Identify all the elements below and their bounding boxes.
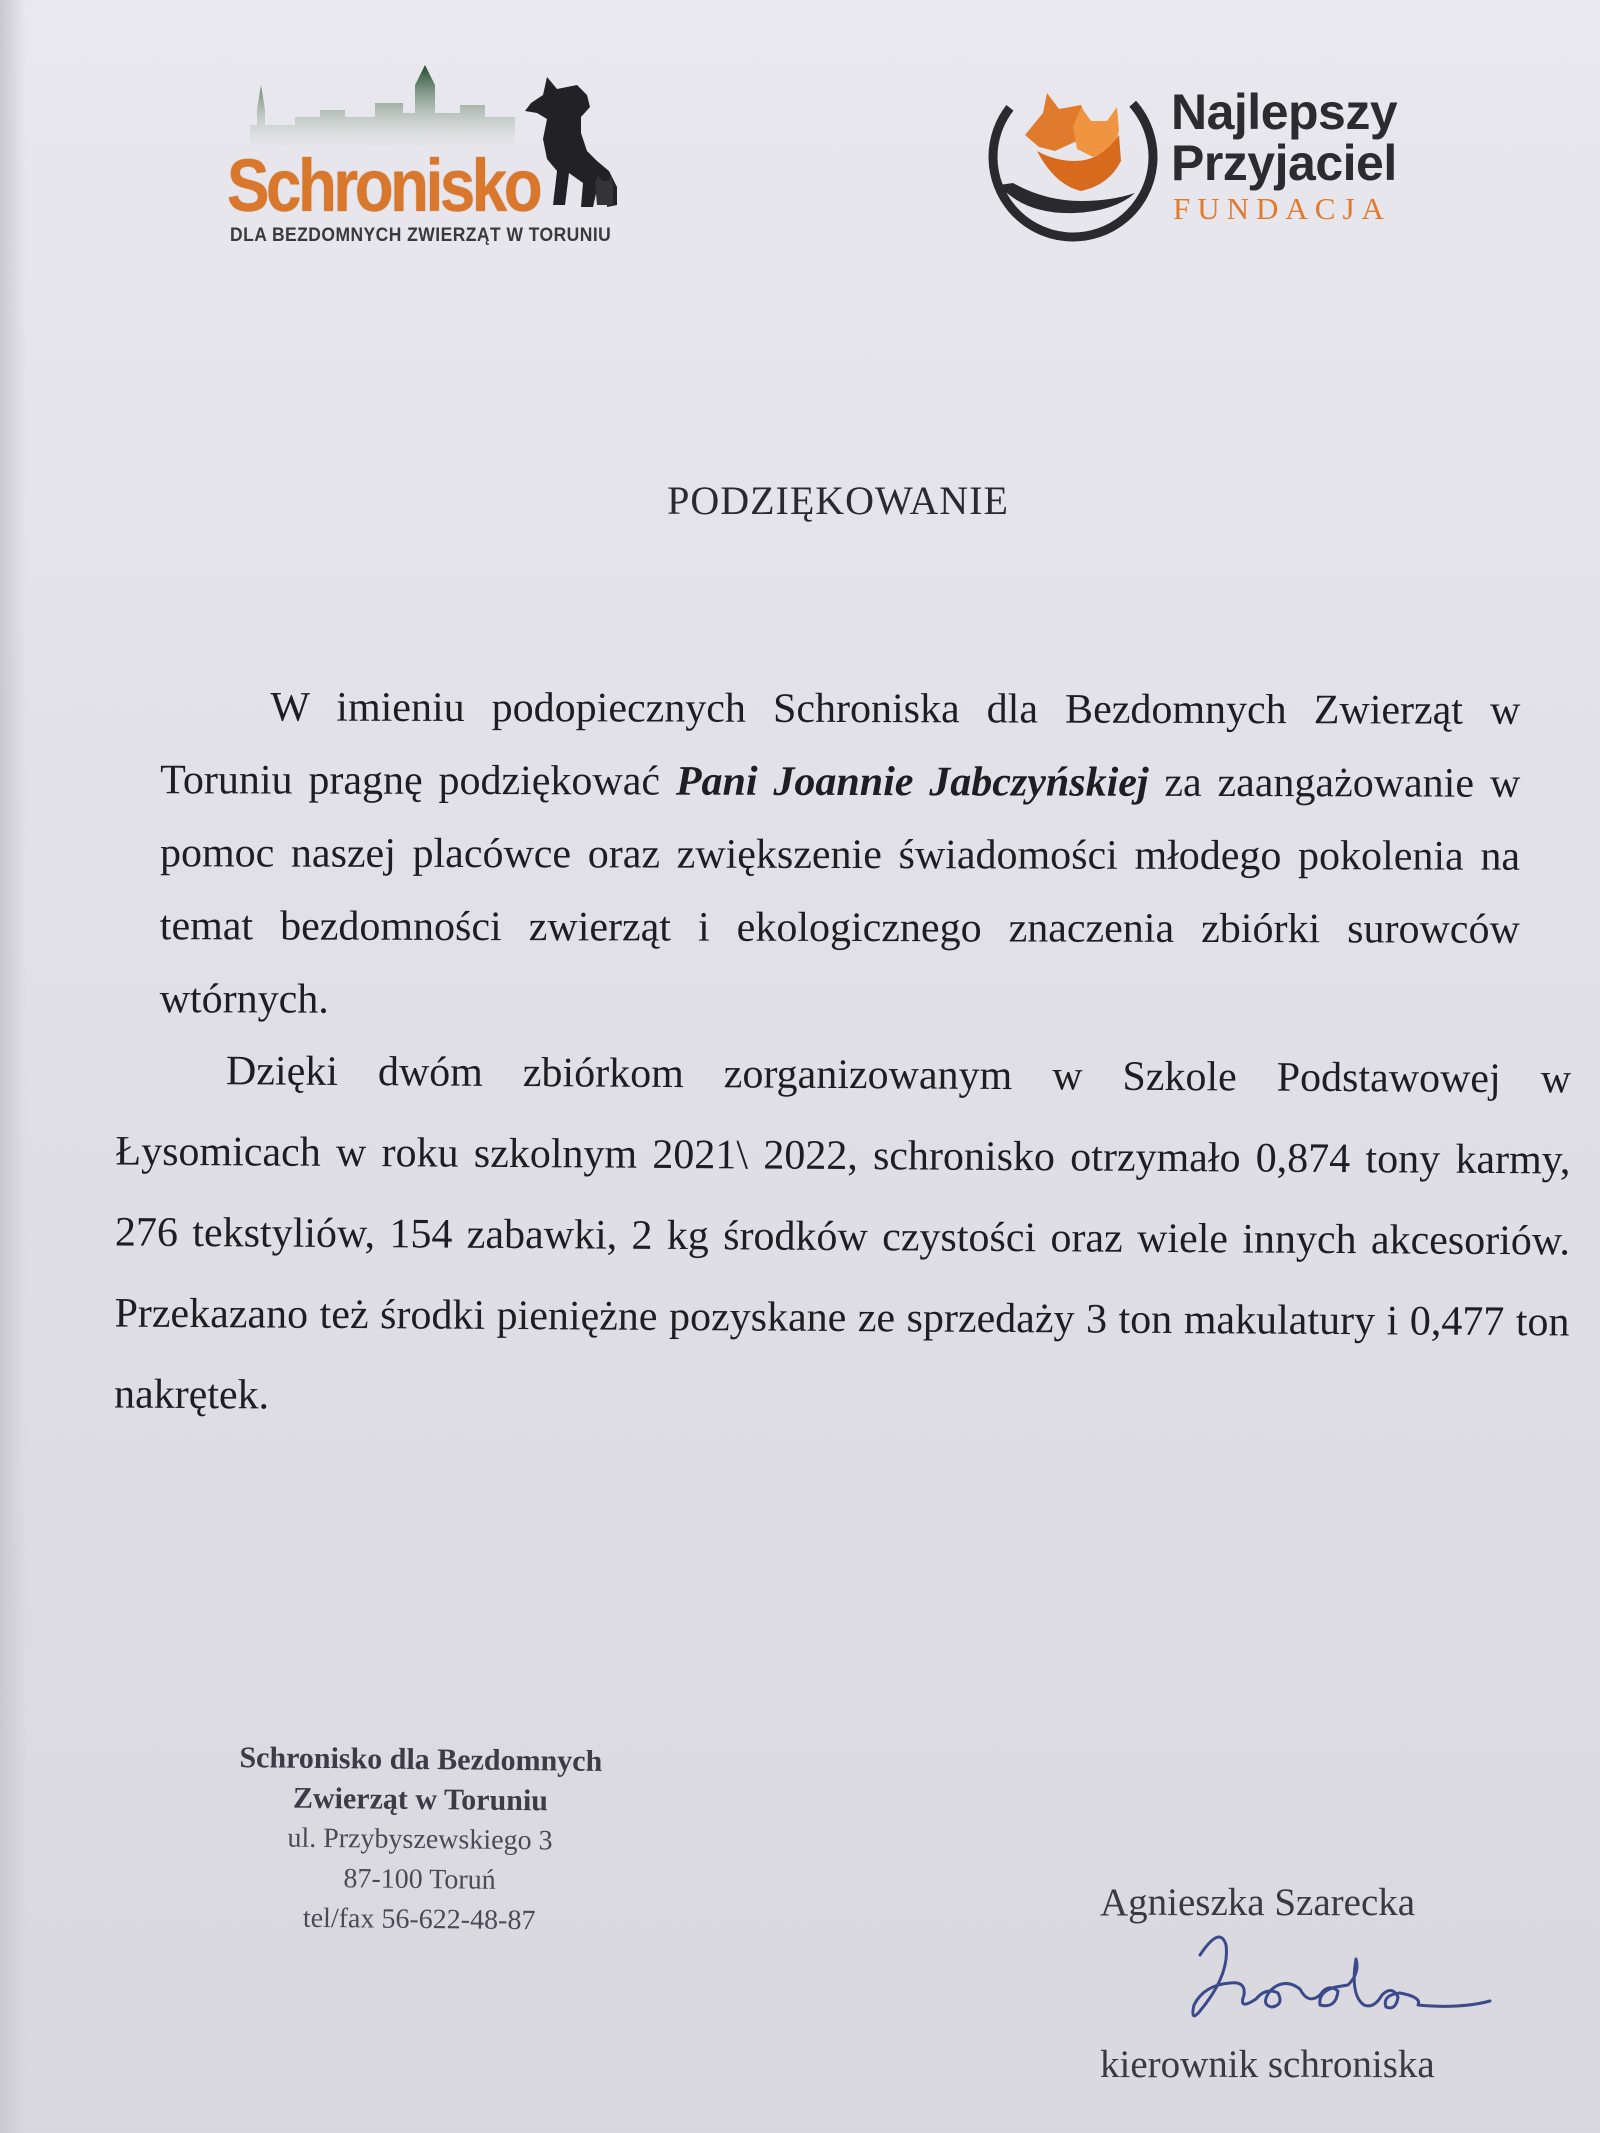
handwritten-signature-icon	[1160, 1925, 1500, 2035]
page-edge-shadow	[0, 0, 26, 2133]
paragraph-collections-text: Dzięki dwóm zbiórkom zorganizowanym w Szkole Podstawowej w Łysomicach w roku szkolnym 2021\ 2022, schronisko otrzymało 0,874 tony karmy, 276 tekstyliów, 154 zabawki, 2 kg środków czystości oraz wiele innych akcesoriów. Przekazano też środki pieniężne pozyskane ze sprzedaży 3 ton makulatury i 0,477 ton nakrętek.	[113, 1048, 1572, 1419]
signatory-role: kierownik schroniska	[1100, 2043, 1435, 2086]
shelter-logo	[225, 55, 665, 255]
recipient-name: Pani Joannie Jabczyńskiej	[675, 758, 1149, 806]
foundation-logo-line3: FUNDACJA	[1173, 191, 1391, 226]
address-stamp	[219, 1738, 621, 1942]
signatory-name: Agnieszka Szarecka	[1100, 1881, 1416, 1924]
paragraph-thanks-before: W imieniu podopiecznych Schroniska dla Bezdomnych Zwierząt w Toruniu pragnę podziękować	[160, 684, 1521, 805]
foundation-logo-line1: Najlepszy	[1171, 84, 1398, 140]
paragraph-indent	[116, 1084, 226, 1085]
shelter-logo-tagline: DLA BEZDOMNYCH ZWIERZĄT W TORUNIU	[230, 225, 612, 246]
foundation-logo-line2: Przyjaciel	[1171, 135, 1397, 191]
stamp-line-org: Schronisko dla Bezdomnych	[239, 1741, 603, 1778]
stamp-line-postcode: 87-100 Toruń	[343, 1863, 496, 1896]
paragraph-thanks-after: za zaangażowanie w pomoc naszej placówce oraz zwiększenie świadomości młodego pokolenia na temat bezdomności zwierząt i ekologicznego znaczenia zbiórki surowców wtórnych.	[159, 759, 1521, 1023]
paragraph-collections	[114, 1031, 1571, 1445]
foundation-logo	[985, 65, 1465, 255]
shelter-logo-name: Schronisko	[227, 144, 540, 227]
document-title: PODZIĘKOWANIE	[667, 478, 1009, 523]
stamp-line-street: ul. Przybyszewskiego 3	[287, 1822, 553, 1857]
stamp-line-city: Zwierząt w Toruniu	[292, 1781, 549, 1818]
stamp-line-phone: tel/fax 56-622-48-87	[302, 1902, 536, 1937]
paragraph-thanks	[160, 671, 1521, 1040]
dog-cat-hand-icon	[985, 65, 1165, 245]
